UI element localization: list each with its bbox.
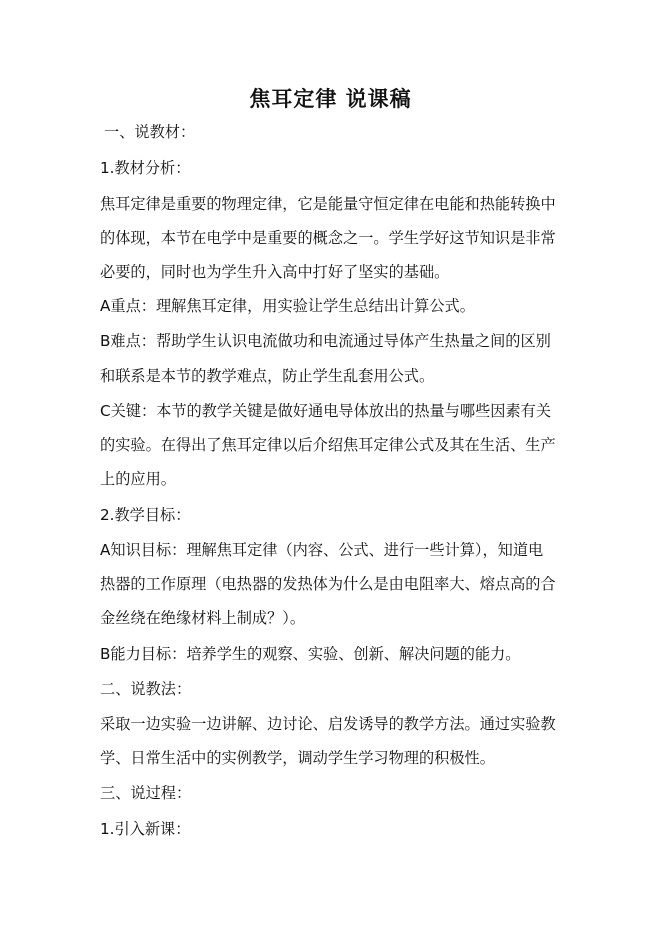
paragraph-line: 焦耳定律是重要的物理定律，它是能量守恒定律在电能和热能转换中: [100, 195, 556, 213]
paragraph-line: 热器的工作原理（电热器的发热体为什么是由电阻率大、熔点高的合: [100, 575, 556, 593]
section-heading-textbook: 一、说教材：: [104, 123, 196, 141]
paragraph-line: 金丝绕在绝缘材料上制成？）。: [100, 609, 306, 627]
knowledge-goal-line: A知识目标：理解焦耳定律（内容、公式、进行一些计算），知道电: [100, 541, 544, 559]
subheading-textbook-analysis: 1.教材分析：: [100, 159, 191, 177]
key-point-line: A重点：理解焦耳定律，用实验让学生总结出计算公式。: [100, 297, 475, 315]
section-heading-process: 三、说过程：: [100, 784, 192, 802]
paragraph-line: 上的应用。: [100, 470, 176, 488]
key-link-line: C关键：本节的教学关键是做好通电导体放出的热量与哪些因素有关: [100, 402, 552, 420]
paragraph-line: 学、日常生活中的实例教学，调动学生学习物理的积极性。: [100, 749, 495, 767]
document-title: 焦耳定律 说课稿: [249, 86, 412, 111]
paragraph-line: 采取一边实验一边讲解、边讨论、启发诱导的教学方法。通过实验教: [100, 715, 556, 733]
difficult-point-line: B难点：帮助学生认识电流做功和电流通过导体产生热量之间的区别: [100, 332, 551, 350]
paragraph-line: 的实验。在得出了焦耳定律以后介绍焦耳定律公式及其在生活、生产: [100, 436, 556, 454]
subheading-introduce-lesson: 1.引入新课：: [100, 820, 191, 838]
subheading-teaching-goals: 2.教学目标：: [100, 506, 191, 524]
paragraph-line: 必要的，同时也为学生升入高中打好了坚实的基础。: [100, 263, 450, 281]
paragraph-line: 和联系是本节的教学难点，防止学生乱套用公式。: [100, 367, 435, 385]
section-heading-teaching-method: 二、说教法：: [100, 680, 192, 698]
paragraph-line: 的体现，本节在电学中是重要的概念之一。学生学好这节知识是非常: [100, 229, 556, 247]
ability-goal-line: B能力目标：培养学生的观察、实验、创新、解决问题的能力。: [100, 645, 521, 663]
